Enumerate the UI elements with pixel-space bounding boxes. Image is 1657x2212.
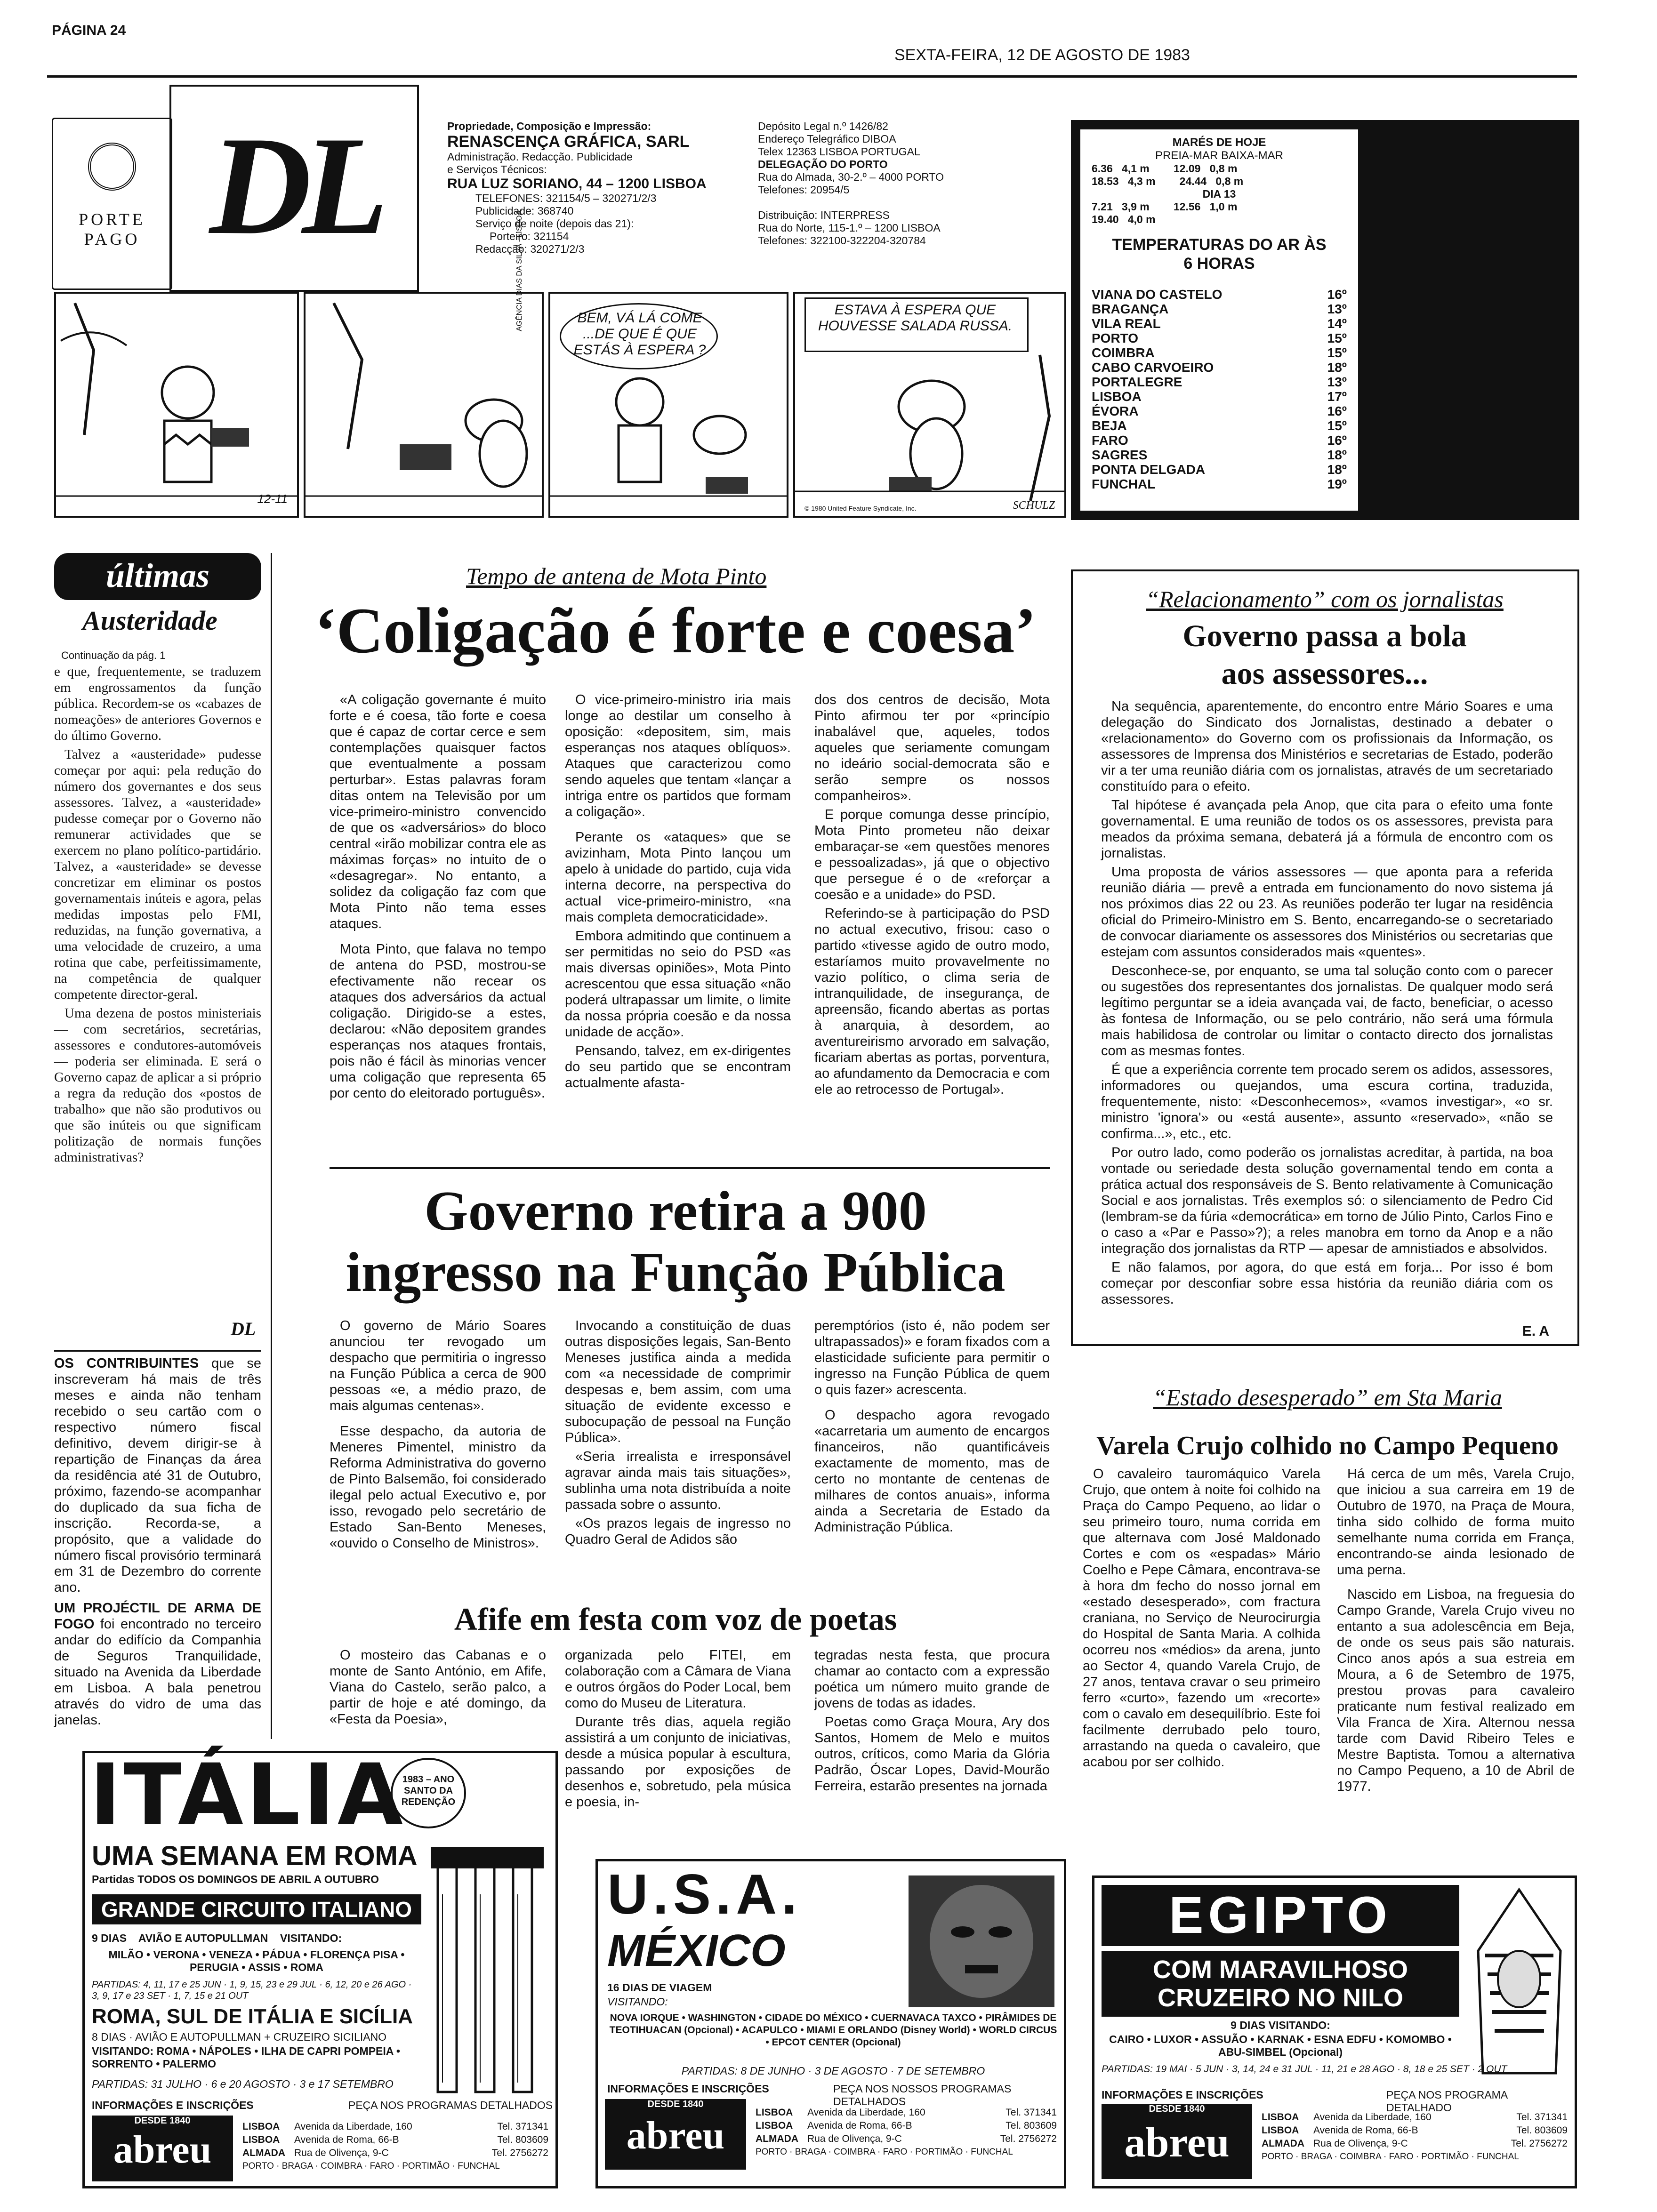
jornalistas-body xyxy=(1101,698,1553,1310)
temp-row: PORTALEGRE 13º xyxy=(1092,375,1347,389)
mayan-mask-illustration xyxy=(904,1871,1059,2012)
prop-line: Redacção: 320271/2/3 xyxy=(475,243,585,255)
ultimas-continued: Continuação da pág. 1 xyxy=(61,649,166,661)
abreu-logo xyxy=(92,2116,233,2181)
abreu-row: LISBOA Avenida de Roma, 66-B Tel. 803609 xyxy=(756,2120,1057,2131)
afife-para: O mosteiro das Cabanas e o monte de Santo António, em Afife, Viana do Castelo, serão palco, a partir de hoje e até domingo, da «Festa da Poesia», xyxy=(330,1648,546,1727)
varela-col-1 xyxy=(1083,1466,1320,1773)
mota-para: Perante os «ataques» que se avizinham, Mota Pinto lançou um apelo à unidade do partido, cuja vida interna decorre, na perspectiva do actual vice-primeiro-ministro, «na mais completa democraticidade». xyxy=(565,830,791,925)
pharaoh-illustration xyxy=(1466,1885,1572,2078)
egipto-info: INFORMAÇÕES E INSCRIÇÕES xyxy=(1102,2089,1263,2101)
italia-info: INFORMAÇÕES E INSCRIÇÕES xyxy=(92,2099,254,2111)
comic-date-mark: 12-11 xyxy=(257,492,288,506)
legal-line: Telefones: 322100-322204-320784 xyxy=(758,234,926,247)
mota-headline: ‘Coligação é forte e coesa’ xyxy=(314,594,1037,666)
funcao-col-3 xyxy=(814,1318,1050,1538)
afife-para: organizada pelo FITEI, em colaboração com a Câmara de Viana e outros órgãos do Poder Local, bem como do Museu de Literatura. xyxy=(565,1648,791,1711)
masthead-legal xyxy=(758,120,1050,247)
comic-panel-4 xyxy=(793,292,1066,518)
prop-line: Administração. Redacção. Publicidade xyxy=(447,151,633,163)
bubble-2-text: ESTAVA À ESPERA QUE HOUVESSE SALADA RUSSA. xyxy=(818,302,1013,334)
ultimas-divider xyxy=(54,1350,261,1352)
ultimas-para: Uma dezena de postos ministeriais — com secretários, secretárias, assessores e condutores-automóveis — poderia ser eliminada. E será o Governo capaz de aplicar a si próprio a regra da redução dos «postos de trabalho» que não são produtivos ou que são inúteis ou que significam politização de normais funções administrativas? xyxy=(54,1006,261,1165)
afife-col-2 xyxy=(565,1647,791,1813)
ultimas-logo xyxy=(54,553,261,600)
brief-1-text: que se inscreveram há mais de três meses e ainda não tenham recebido o seu cartão com o respectivo número fiscal definitivo, devem dirigir-se à repartição de Finanças da área da residência até 31 de Outubro, próximo, fazendo-se acompanhar do duplicado da sua ficha de inscrição. Recorda-se, a propósito, que a validade do número fiscal provisório terminará em 31 de Dezembro do corrente ano. xyxy=(54,1356,261,1595)
ultimas-body xyxy=(54,664,261,1168)
jornalistas-sign: E. A xyxy=(1522,1323,1549,1339)
ad-usa xyxy=(595,1859,1066,2188)
temp-row: FARO 16º xyxy=(1092,433,1347,448)
abreu-block-italia xyxy=(92,2116,551,2184)
abreu-footer: PORTO · BRAGA · COIMBRA · FARO · PORTIMÃO · FUNCHAL xyxy=(1262,2152,1519,2162)
italia-dates: PARTIDAS: 4, 11, 17 e 25 JUN · 1, 9, 15, 23 e 29 JUL · 6, 12, 20 e 26 AGO · 3, 9, 17 e 23 SET · 1, 7, 15 e 21 OUT xyxy=(92,1980,412,2001)
header-rule xyxy=(47,75,1577,78)
tides-row: DIA 13 xyxy=(1202,188,1236,200)
italia-line3-dates: PARTIDAS: 31 JULHO · 6 e 20 AGOSTO · 3 e 17 SETEMBRO xyxy=(92,2078,394,2090)
funcao-para: «Seria irrealista e irresponsável agravar ainda mais tais situações», sublinha uma nota distribuída a noite passada sobre o assunto. xyxy=(565,1449,791,1512)
afife-para: tegradas nesta festa, que procura chamar ao contacto com a expressão poética um número muito grande de jovens de todas as idades. xyxy=(814,1648,1050,1711)
comic-credit: © 1980 United Feature Syndicate, Inc. xyxy=(804,505,917,512)
egipto-programs: PEÇA NOS PROGRAMA DETALHADO xyxy=(1386,2089,1507,2114)
varela-para: O cavaleiro tauromáquico Varela Crujo, que ontem à noite foi colhido na Praça do Campo Pequeno, ao lidar o seu primeiro touro, numa corrida em que alternava com José Maldonado Cortes e com os «espadas» Mário Coelho e Pepe Câmara, encontrava-se à hora dm fecho do nosso jornal em «estado desesperado», com fractura craniana, no Serviço de Neurocirurgia do Hospital de Santa Maria. A colhida ocorreu nos «médios» da arena, junto ao Sector 4, quando Varela Crujo, de 27 anos, tentava cravar o seu primeiro ferro «curto», fazendo um «recorte» com o cavalo em desequilíbrio. Este foi facilmente derrubado pelo touro, arrastando na queda o cavaleiro, que acabou por ser colhido. xyxy=(1083,1467,1320,1770)
prop-line: TELEFONES: 321154/5 – 320271/2/3 xyxy=(475,192,657,204)
jornalistas-para: Desconhece-se, por enquanto, se uma tal solução conto com o parecer ou sugestões dos representantes dos jornalistas. De qualquer modo será legítimo perguntar se a ideia avançada vai, de facto, beneficiar, o acesso às fontesa de Informação, ou se pelo contrário, não será uma fórmula mais habilidosa de controlar ou limitar o contacto directo dos jornalistas com as mesmas fontes. xyxy=(1101,963,1553,1058)
funcao-para: Esse despacho, da autoria de Meneres Pimentel, ministro da Reforma Administrativa do governo de Pinto Balsemão, foi considerado ilegal pelo actual Executivo e, por isso, revogado pelo secretário de Estado San-Bento Meneses, «ouvido o Conselho de Ministros». xyxy=(330,1424,546,1551)
ultimas-title: Austeridade xyxy=(82,605,217,636)
comic-signature: SCHULZ xyxy=(1013,499,1055,512)
varela-kicker: “Estado desesperado” em Sta Maria xyxy=(1153,1384,1502,1411)
company-name: RENASCENÇA GRÁFICA, SARL xyxy=(447,133,690,151)
temp-row: COIMBRA 15º xyxy=(1092,345,1347,360)
egipto-title: EGIPTO xyxy=(1102,1885,1459,1946)
varela-col-2 xyxy=(1337,1466,1575,1797)
prop-line: Serviço de noite (depois das 21): xyxy=(475,217,634,230)
abreu-logo-text: abreu xyxy=(113,2128,212,2172)
italia-badge: 1983 – ANO SANTO DA REDENÇÃO xyxy=(391,1758,466,1828)
dl-logo: DL xyxy=(209,107,379,264)
italia-cities: MILÃO • VERONA • VENEZA • PÁDUA • FLORENÇA PISA • PERUGIA • ASSIS • ROMA xyxy=(108,1948,405,1973)
jornalistas-headline-1: Governo passa a bola xyxy=(1182,619,1467,653)
funcao-col-2 xyxy=(565,1318,791,1550)
mota-para: E porque comunga desse princípio, Mota Pinto prometeu não deixar embaraçar-se «em questões menores e pessoalizadas», já que o objectivo que persegue é o de «reforçar a coesão e a unidade» do PSD. xyxy=(814,807,1050,902)
funcao-para: O despacho agora revogado «acarretaria um aumento de encargos financeiros, não quantificáveis exactamente de momento, mas de certo no montante de centenas de milhares de contos anuais», informa ainda a Secretaria de Estado da Administração Pública. xyxy=(814,1408,1050,1535)
afife-col-1 xyxy=(330,1647,546,1730)
masthead-property xyxy=(447,120,739,256)
mota-para: Mota Pinto, que falava no tempo de antena do PSD, mostrou-se efectivamente não recear os ataques dos adversários da actual coligação. Dirigido-se a estes, declarou: «Não depositem grandes esperanças nos ataques frontais, pois não é fácil às minorias vencer uma coligação que representa 65 por cento do eleitorado português». xyxy=(330,942,546,1101)
prop-line: Porteiro: 321154 xyxy=(490,230,569,242)
italia-programs: PEÇA NOS PROGRAMAS DETALHADOS xyxy=(348,2099,553,2111)
mota-col-1 xyxy=(330,692,546,1104)
temp-row: VILA REAL 14º xyxy=(1092,316,1347,331)
afife-col-3 xyxy=(814,1647,1050,1797)
italia-line1-sub: Partidas TODOS OS DOMINGOS DE ABRIL A OUTUBRO xyxy=(92,1873,379,1885)
comic-agency: AGÊNCIA DIAS DA SILVA - LISBOA xyxy=(515,210,523,331)
italia-line3-sub: 8 DIAS · AVIÃO E AUTOPULLMAN + CRUZEIRO SICILIANO xyxy=(92,2031,387,2043)
abreu-addresses xyxy=(756,2106,1057,2159)
abreu-row: ALMADA Rua de Olivença, 9-C Tel. 2756272 xyxy=(1262,2138,1568,2149)
italia-line1: UMA SEMANA EM ROMA xyxy=(92,1841,418,1871)
mota-col-3 xyxy=(814,692,1050,1100)
tides-row: 7.21 3,9 m 12.56 1,0 m xyxy=(1092,200,1238,213)
coat-of-arms-icon xyxy=(88,143,136,191)
temp-row: VIANA DO CASTELO 16º xyxy=(1092,287,1347,302)
abreu-since: DESDE 1840 xyxy=(647,2099,704,2109)
abreu-footer: PORTO · BRAGA · COIMBRA · FARO · PORTIMÃO · FUNCHAL xyxy=(756,2147,1013,2157)
comic-drawing-1 xyxy=(56,294,297,516)
ultimas-para: e que, frequentemente, se traduzem em engrossamentos da função pública. Recordem-se os «cabazes de nomeações» de anteriores Governos e do último Governo. xyxy=(54,664,261,743)
abreu-since: DESDE 1840 xyxy=(134,2116,191,2126)
comic-panel-3 xyxy=(548,292,788,518)
funcao-para: peremptórios (isto é, não podem ser ultrapassados)» e foram fixados com a elasticidade suficiente para permitir o ingresso na Função Pública de quem o quis fazer» acrescenta. xyxy=(814,1318,1050,1397)
egipto-line1: COM MARAVILHOSO CRUZEIRO NO NILO xyxy=(1102,1951,1459,2017)
afife-para: Durante três dias, aquela região assistirá a um conjunto de iniciativas, desde a música popular à escultura, passando por exposições de desenhos e, sobretudo, pela música e poesia, in- xyxy=(565,1715,791,1810)
abreu-row: LISBOA Avenida de Roma, 66-B Tel. 803609 xyxy=(242,2134,548,2145)
abreu-row: ALMADA Rua de Olivença, 9-C Tel. 2756272 xyxy=(242,2148,548,2158)
weather-box xyxy=(1071,120,1579,520)
mota-para: dos dos centros de decisão, Mota Pinto afirmou ter por «princípio inabalável que, aqueles, todos aqueles que seriamente comungam no ideário social-democrata são e serão sempre os nossos companheiros». xyxy=(814,692,1050,803)
abreu-logo xyxy=(605,2099,746,2170)
funcao-headline-1: Governo retira a 900 xyxy=(424,1179,927,1242)
tides-row: 18.53 4,3 m 24.44 0,8 m xyxy=(1092,175,1244,187)
usa-programs: PEÇA NOS NOSSOS PROGRAMAS DETALHADOS xyxy=(833,2083,1012,2108)
italia-line3: ROMA, SUL DE ITÁLIA E SICÍLIA xyxy=(92,2005,413,2028)
italia-line2: GRANDE CIRCUITO ITALIANO xyxy=(92,1894,421,1924)
egipto-cities: CAIRO • LUXOR • ASSUÃO • KARNAK • ESNA EDFU • KOMOMBO • ABU-SIMBEL (Opcional) xyxy=(1109,2033,1452,2058)
funcao-para: Invocando a constituição de duas outras disposições legais, San-Bento Meneses justifica ainda a medida com «a necessidade de comprimir despesas e, bem assim, com uma situação de evidente excesso e subocupação de pessoal na Função Pública». xyxy=(565,1318,791,1445)
usa-dates: PARTIDAS: 8 DE JUNHO · 3 DE AGOSTO · 7 DE SETEMBRO xyxy=(681,2065,985,2077)
ad-italia xyxy=(82,1746,558,2188)
jornalistas-para: Tal hipótese é avançada pela Anop, que cita para o efeito uma fonte governamental. E uma reunião de todos os os assessores, prevista para meados da próxima semana, debaterá já a fórmula de encontro com os jornalistas. xyxy=(1101,798,1553,861)
abreu-addresses xyxy=(242,2120,548,2173)
prop-line: e Serviços Técnicos: xyxy=(447,163,547,176)
legal-line: Rua do Norte, 115-1.º – 1200 LISBOA xyxy=(758,222,941,234)
temp-row: BEJA 15º xyxy=(1092,418,1347,433)
abreu-row: LISBOA Avenida da Liberdade, 160 Tel. 371341 xyxy=(1262,2112,1568,2123)
abreu-row: LISBOA Avenida da Liberdade, 160 Tel. 371341 xyxy=(756,2107,1057,2118)
mota-para: «A coligação governante é muito forte e é coesa, tão forte e coesa que é capaz de cortar cerce e sem contemplações quaisquer factos que eventualmente a possam perturbar». Estas palavras foram ditas ontem na Televisão por um vice-primeiro-ministro convencido de que os «adversários» do bloco central «irão mobilizar contra ele as máximas forças» no intuito de o «desagregar». No entanto, a solidez da coligação faz com que Mota Pinto não tema esses ataques. xyxy=(330,692,546,931)
temp-row: PORTO 15º xyxy=(1092,331,1347,345)
abreu-logo-text: abreu xyxy=(626,2114,725,2157)
legal-line: Telefones: 20954/5 xyxy=(758,184,850,196)
abreu-logo-text: abreu xyxy=(1124,2119,1230,2166)
ultimas-vrule xyxy=(271,553,272,1739)
porte-pago-stamp xyxy=(52,118,172,290)
abreu-addresses xyxy=(1262,2111,1568,2164)
afife-headline: Afife em festa com voz de poetas xyxy=(454,1601,897,1637)
egipto-days: 9 DIAS VISITANDO: xyxy=(1231,2019,1330,2031)
afife-para: Poetas como Graça Moura, Ary dos Santos, Homem de Melo e muitos outros, críticos, como Maria da Glória Padrão, Óscar Lopes, David-Mourão Ferreira, estarão presentes na jornada xyxy=(814,1715,1050,1794)
italia-days: 9 DIAS AVIÃO E AUTOPULLMAN VISITANDO: xyxy=(92,1932,342,1944)
abreu-since: DESDE 1840 xyxy=(1149,2104,1205,2114)
pago-label: PAGO xyxy=(84,230,140,248)
italia-line3-cities: VISITANDO: ROMA • NÁPOLES • ILHA DE CAPRI POMPEIA • SORRENTO • PALERMO xyxy=(92,2045,400,2070)
funcao-para: «Os prazos legais de ingresso no Quadro Geral de Adidos são xyxy=(565,1516,791,1547)
legal-line: DELEGAÇÃO DO PORTO xyxy=(758,158,888,170)
prop-line: RUA LUZ SORIANO, 44 – 1200 LISBOA xyxy=(447,176,707,192)
jornalistas-para: Uma proposta de vários assessores — que aponta para a referida reunião diária — prevê a entrada em funcionamento do novo sistema já nos próximos dias 22 ou 23. As reuniões poderão ter lugar na residência oficial do Primeiro-Ministro em S. Bento, encarregando-se o secretariado de convocar diariamente os assessores dos Ministérios ou secretarias que estejam com assuntos considerados mais «quentes». xyxy=(1101,865,1553,960)
legal-line: Distribuição: INTERPRESS xyxy=(758,209,890,221)
comic-drawing-3 xyxy=(550,369,787,516)
varela-para: Nascido em Lisboa, na freguesia do Campo Grande, Varela Crujo viveu no entanto a sua adolescência em Beja, de onde os seus pais são naturais. Cinco anos após a sua estreia em Moura, a 6 de Setembro de 1975, prestou provas para cavaleiro praticante num festival realizado em Vila Franca de Xira. Alternou nessa tarde com David Ribeiro Teles e Mestre Baptista. Tomou a alternativa no Campo Pequeno, a 10 de Abril de 1977. xyxy=(1337,1587,1575,1794)
ultimas-para: Talvez a «austeridade» pudesse começar por aqui: pela redução do número dos governantes e dos seus assessores. Talvez, a «austeridade» pudesse começar por o Governo não remunerar actividades que se exercem no plano político-partidário. Talvez, a «austeridade» se devesse concretizar em eliminar os postos governamentais inúteis e agora, pelas medidas impostas pelo FMI, reduzidas, na função governativa, a uma velocidade de cruzeiro, a uma rotina que cabe, perfeitissimamente, na competência de qualquer competente director-geral. xyxy=(54,747,261,1002)
usa-cities: NOVA IORQUE • WASHINGTON • CIDADE DO MÉXICO • CUERNAVACA TAXCO • PIRÂMIDES DE TEOTIHUACAN (Opcional) • ACAPULCO • MIAMI E ORLANDO (Disney World) • WORLD CIRCUS • EPCOT CENTER (Opcional) xyxy=(609,2012,1057,2048)
temp-row: BRAGANÇA 13º xyxy=(1092,302,1347,316)
temp-row: FUNCHAL 19º xyxy=(1092,477,1347,491)
temp-row: ÉVORA 16º xyxy=(1092,404,1347,418)
ultimas-logo-text: últimas xyxy=(105,557,210,594)
abreu-logo xyxy=(1102,2104,1252,2179)
temps-list xyxy=(1092,287,1347,491)
comic-drawing-2 xyxy=(306,294,542,516)
abreu-row: LISBOA Avenida de Roma, 66-B Tel. 803609 xyxy=(1262,2125,1568,2136)
usa-sub: MÉXICO xyxy=(607,1925,786,1976)
legal-line: Telex 12363 LISBOA PORTUGAL xyxy=(758,145,920,158)
ultimas-sign: DL xyxy=(231,1318,256,1339)
abreu-block-usa xyxy=(605,2099,1059,2181)
brief-projectil xyxy=(54,1600,261,1728)
jornalistas-para: E não falamos, por agora, do que está em forja... Por isso é bom começar por desconfiar sobre essa história da reunião diária com os assessores. xyxy=(1101,1260,1553,1307)
comic-panel-1 xyxy=(54,292,299,518)
temp-row: SAGRES 18º xyxy=(1092,448,1347,462)
legal-line: Rua do Almada, 30-2.º – 4000 PORTO xyxy=(758,171,944,183)
page-number: PÁGINA 24 xyxy=(52,23,126,38)
mota-para: Pensando, talvez, em ex-dirigentes do seu partido que se encontram actualmente afasta- xyxy=(565,1043,791,1090)
mota-col-2 xyxy=(565,692,791,1094)
bubble-1-text: BEM, VÁ LÁ COME ...DE QUE É QUE ESTÁS À ESPERA ? xyxy=(573,310,706,358)
brief-contribuintes xyxy=(54,1355,261,1595)
temps-title: TEMPERATURAS DO AR ÀS 6 HORAS xyxy=(1112,236,1327,272)
brief-1-lead: OS CONTRIBUINTES xyxy=(54,1356,199,1371)
mota-para: Embora admitindo que continuem a ser permitidas no seio do PSD «as mais diversas opiniões», Mota Pinto acrescentou que essa situação «não poderá ultrapassar um limite, o limite da nossa própria coesão e da nossa unidade de acção». xyxy=(565,929,791,1040)
prop-line: Publicidade: 368740 xyxy=(475,205,574,217)
abreu-footer: PORTO · BRAGA · COIMBRA · FARO · PORTIMÃO · FUNCHAL xyxy=(242,2161,500,2171)
funcao-col-1 xyxy=(330,1318,546,1554)
varela-para: Há cerca de um mês, Varela Crujo, que iniciou a sua carreira em 19 de Outubro de 1970, na Praça de Moura, tinha sido colhido de forma muito semelhante numa corrida em França, encontrando-se ainda lesionado de uma perna. xyxy=(1337,1467,1575,1578)
weather-inner xyxy=(1080,129,1358,511)
legal-line: Depósito Legal n.º 1426/82 xyxy=(758,120,888,132)
tides-sub: PREIA-MAR BAIXA-MAR xyxy=(1155,149,1284,162)
usa-title: U.S.A. xyxy=(607,1863,802,1926)
mota-kicker: Tempo de antena de Mota Pinto xyxy=(466,563,767,589)
egipto-dates: PARTIDAS: 19 MAI · 5 JUN · 3, 14, 24 e 31 JUL · 11, 21 e 28 AGO · 8, 18 e 25 SET · 2 OUT xyxy=(1102,2064,1507,2075)
brief-2-lead: UM PROJÉCTIL DE ARMA DE FOGO xyxy=(54,1601,261,1632)
jornalistas-para: É que a experiência corrente tem procado serem os adidos, assessores, informadores ou quejandos, uma escura cortina, traduzida, frequentemente, nisto: «Desconhecemos», «vamos investigar», «o sr. ministro 'ignora'» ou «está ausente», assunto «reservado», «não se confirma...», etc., etc. xyxy=(1101,1062,1553,1141)
dl-logo-box xyxy=(169,85,419,292)
temp-row: PONTA DELGADA 18º xyxy=(1092,462,1347,477)
jornalistas-kicker: “Relacionamento” com os jornalistas xyxy=(1146,586,1504,612)
jornalistas-headline-2: aos assessores... xyxy=(1221,657,1428,691)
funcao-headline-2: ingresso na Função Pública xyxy=(346,1241,1005,1303)
usa-days: 16 DIAS DE VIAGEM xyxy=(607,1981,712,1994)
roman-ruins-illustration xyxy=(428,1838,551,2101)
legal-line: Endereço Telegráfico DIBOA xyxy=(758,133,896,145)
usa-visiting: VISITANDO: xyxy=(607,1996,668,2008)
jornalistas-para: Por outro lado, como poderão os jornalistas acreditar, à partida, na boa vontade ou seriedade desta solução governamental tendo em conta a prática actual dos responsáveis de S. Bento relativamente à Comunicação Social e aos jornalistas. Três exemplos só: o silenciamento de Pedro Cid (lembram-se da fúria «democrática» em torno de Júlio Pinto, Carlos Fino e o caso a «Par e Passo»?); a reles manobra em torno da Anop e a não integração dos jornalistas da RTP — apesar de amnistiados e absolvidos. xyxy=(1101,1145,1553,1256)
italia-title: ITÁLIA xyxy=(89,1746,406,1844)
tides-row: 6.36 4,1 m 12.09 0,8 m xyxy=(1092,162,1238,175)
ad-egipto xyxy=(1092,1875,1577,2188)
temp-row: CABO CARVOEIRO 18º xyxy=(1092,360,1347,375)
property-title: Propriedade, Composição e Impressão: xyxy=(447,120,652,132)
jornalistas-para: Na sequência, aparentemente, do encontro entre Mário Soares e uma delegação do Sindicato dos Jornalistas, destinado a debater o «relacionamento» do Governo com os profissionais da Informação, os assessores de Imprensa dos Ministérios e secretarias de Estado, poderão vir a ter uma reunião diária com os jornalistas, através de um secretariado constituído para o efeito. xyxy=(1101,699,1553,794)
brief-2-text: foi encontrado no terceiro andar do edifício da Companhia de Seguros Tranquilidade, situado na Avenida da Liberdade em Lisboa. A bala penetrou através do vidro de uma das janelas. xyxy=(54,1617,261,1728)
comic-drawing-4 xyxy=(795,350,1064,516)
tides-row: 19.40 4,0 m xyxy=(1092,213,1156,225)
tides-title: MARÉS DE HOJE xyxy=(1172,136,1266,149)
jornalistas-box xyxy=(1071,569,1579,1346)
page-date: SEXTA-FEIRA, 12 DE AGOSTO DE 1983 xyxy=(894,46,1190,64)
abreu-block-egipto xyxy=(1102,2104,1572,2184)
varela-headline: Varela Crujo colhido no Campo Pequeno xyxy=(1096,1431,1559,1460)
temp-row: LISBOA 17º xyxy=(1092,389,1347,404)
mota-para: Referindo-se à participação do PSD no actual executivo, frisou: caso o partido «tivesse agido de outro modo, estaríamos muito provavelmente no vazio político, o clima seria de intranquilidade, de insegurança, de apreensão, ficando abertas as portas à anarquia, à desordem, ao aventureirismo arvorado em salvação, ficariam abertas as portas, porventura, ao afundamento da Democracia e com ele ao retrocesso de Portugal». xyxy=(814,906,1050,1097)
usa-info: INFORMAÇÕES E INSCRIÇÕES xyxy=(607,2083,769,2095)
mota-para: O vice-primeiro-ministro iria mais longe ao destilar um conselho à oposição: «depositem, sim, mais esperanças nos ataques oblíquos». Ataques que caracterizou como sendo aqueles que tentam «lançar a intriga entre os partidos que formam a coligação». xyxy=(565,692,791,819)
abreu-row: LISBOA Avenida da Liberdade, 160 Tel. 371341 xyxy=(242,2121,548,2132)
mota-bottom-rule xyxy=(330,1167,1050,1169)
abreu-row: ALMADA Rua de Olivença, 9-C Tel. 2756272 xyxy=(756,2133,1057,2144)
porte-label: PORTE xyxy=(79,210,145,229)
funcao-para: O governo de Mário Soares anunciou ter revogado um despacho que permitiria o ingresso na Função Pública a cerca de 900 pessoas «e, a médio prazo, de mais algumas centenas». xyxy=(330,1318,546,1413)
